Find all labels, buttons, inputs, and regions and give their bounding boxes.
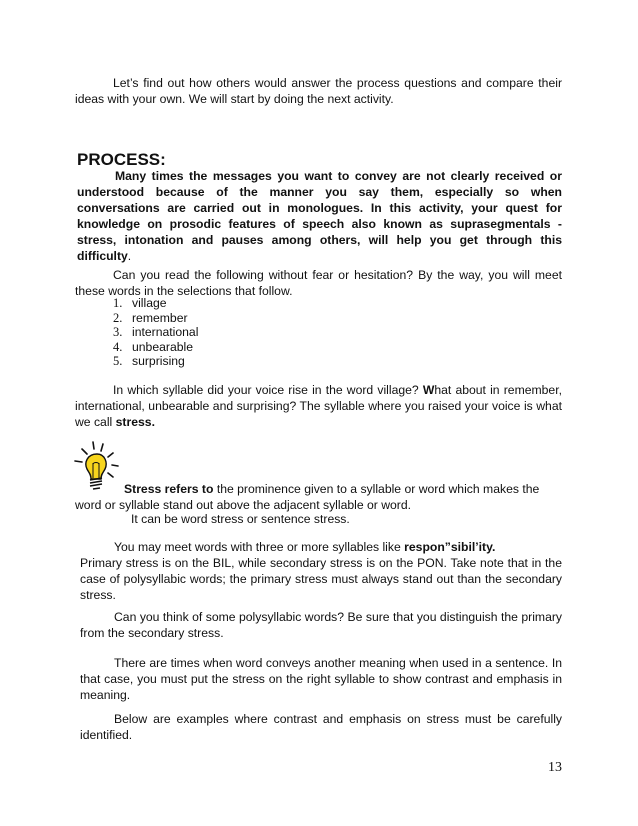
list-item: 5. surprising [113, 354, 185, 369]
section-heading: PROCESS: [77, 150, 166, 169]
polysyllabic-paragraph: Can you think of some polysyllabic words? Be sure that you distinguish the primary from the secondary stress. [80, 610, 562, 640]
list-item: 1. village [113, 296, 167, 310]
process-paragraph: Many times the messages you want to convey are not clearly received or understood because of the manner you say them, especially so when conversations are carried out in monologues. In this activity, your quest for knowledge on prosodic features of speech also known as suprasegmentals - stress, intonation and pauses among others, will help you get through this difficulty. [77, 169, 562, 263]
question-paragraph: Can you read the following without fear or hesitation? By the way, you will meet these words in the selections that follow. [75, 268, 562, 298]
syllables-paragraph: You may meet words with three or more syllables like respon”sibil’ity. Primary stress is on the BIL, while secondary stress is on the PON. Take note that in the case of polysyllabic words; the primary stress must always stand out than the secondary stress. [80, 540, 562, 602]
stress-question-paragraph: In which syllable did your voice rise in the word village? What about in remember, international, unbearable and surprising? The syllable where you raised your voice is what we call stress. [75, 383, 562, 429]
list-item: 3. international [113, 325, 199, 340]
intro-paragraph: Let’s find out how others would answer the process questions and compare their ideas with your own. We will start by doing the next activity. [75, 76, 562, 106]
list-item: 4. unbearable [113, 339, 193, 354]
contrast-paragraph: There are times when word conveys another meaning when used in a sentence. In that case, you must put the stress on the right syllable to show contrast and emphasis in meaning. [80, 656, 562, 702]
stress-types-line: It can be word stress or sentence stress. [131, 512, 350, 526]
stress-definition: Stress refers to the prominence given to a syllable or word which makes the word or syllable stand out above the adjacent syllable or word. [75, 482, 540, 512]
page-number: 13 [548, 760, 562, 775]
word-list [113, 296, 198, 369]
examples-paragraph: Below are examples where contrast and emphasis on stress must be carefully identified. [80, 712, 562, 742]
list-item: 2. remember [113, 310, 188, 325]
